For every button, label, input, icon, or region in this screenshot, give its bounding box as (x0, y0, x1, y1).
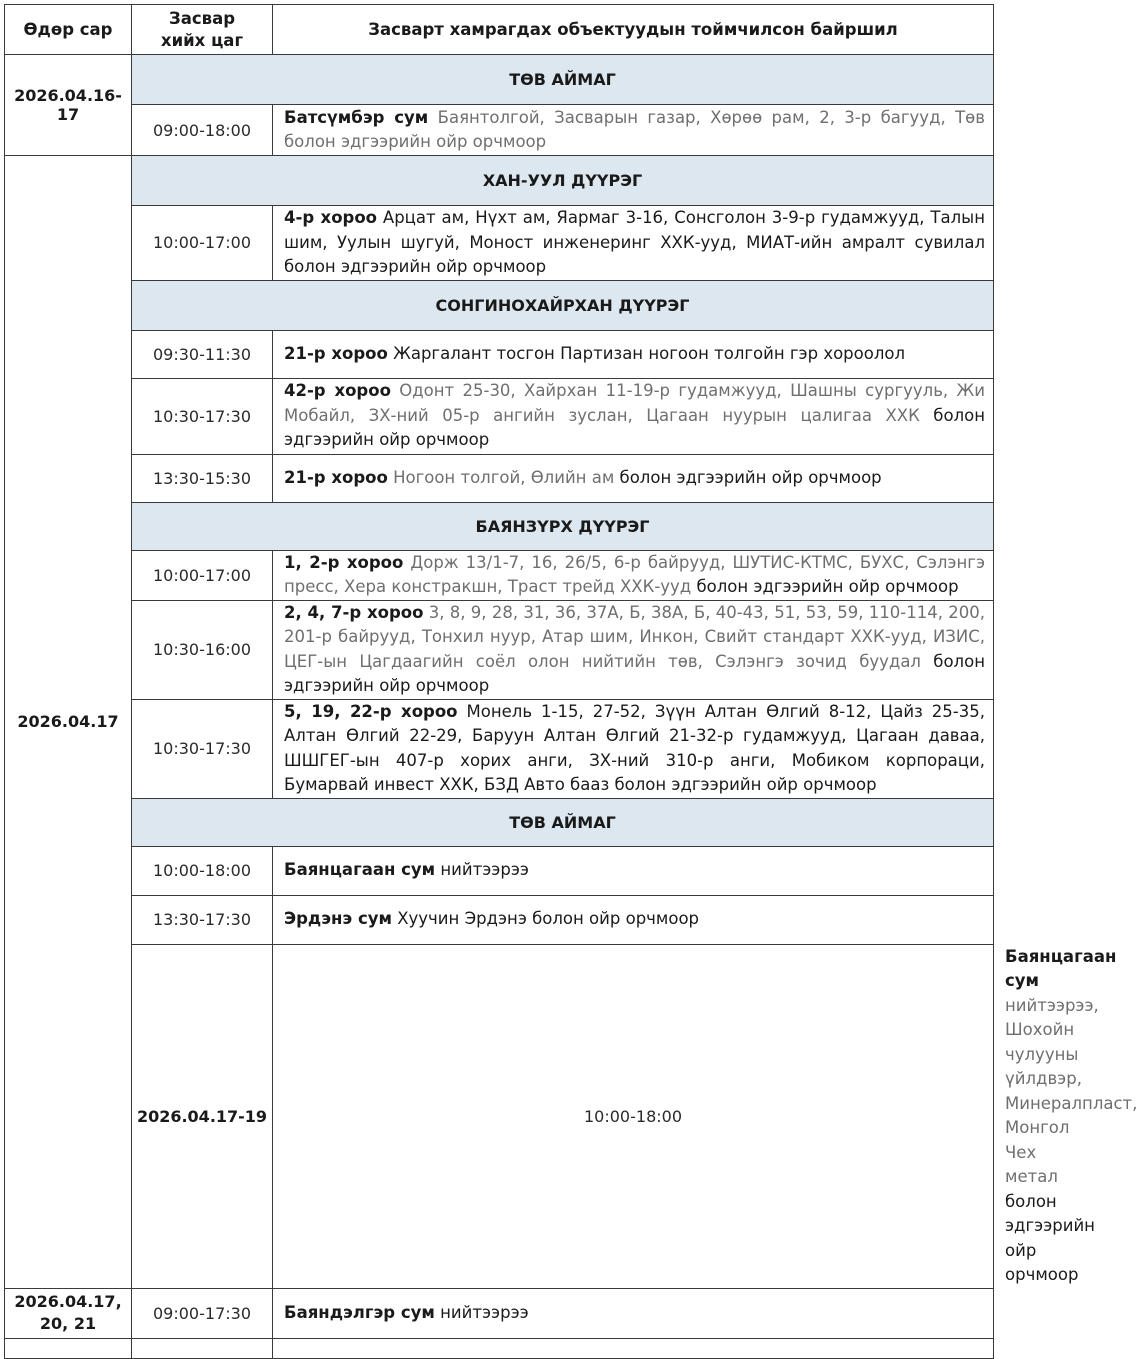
location-tail: болон эдгээрийн ойр орчмоор (1005, 1191, 1095, 1284)
table-row (5, 600, 994, 699)
location-tail: Хуучин Эрдэнэ болон ойр орчмоор (391, 909, 700, 929)
time-cell: 09:00-18:00 (132, 105, 273, 156)
location-tail: нийтээрээ (435, 860, 529, 880)
table-row (5, 1288, 994, 1338)
table-row (5, 330, 994, 378)
empty-cell (132, 1338, 273, 1358)
table-row (5, 105, 994, 156)
location-name: Баянцагаан сум (284, 860, 436, 880)
location-name: 21-р хороо (284, 343, 388, 363)
table-row (5, 699, 994, 798)
location-tail: Монель 1-15, 27-52, Зүүн Алтан Өлгий 8-12, Цайз 25-35, Алтан Өлгий 22-29, Баруун Алтан Өлгий 21-32-р гудамжууд, Цагаан даваа, ШШГЕГ-ын 407-р хорих анги, ЗХ-ний 310-р анги, Мобиком корпораци, Бумарвай инвест ХХК, БЗД Авто бааз болон эдгээрийн ойр орчмоор (284, 701, 985, 794)
location-detail: Ногоон толгой, Өлийн ам (387, 467, 615, 487)
region-heading: СОНГИНОХАЙРХАН ДҮҮРЭГ (132, 280, 994, 330)
location-cell (273, 699, 994, 798)
time-cell: 09:00-17:30 (132, 1288, 273, 1338)
location-tail: болон эдгээрийн ойр орчмоор (284, 651, 985, 695)
region-heading: ТӨВ АЙМАГ (132, 798, 994, 846)
header-location: Засварт хамрагдах объектуудын тоймчилсон байршил (273, 5, 994, 55)
empty-cell (5, 1338, 132, 1358)
region-row (5, 55, 994, 105)
region-row (5, 798, 994, 846)
location-name: 4-р хороо (284, 208, 378, 227)
time-cell: 10:00-17:00 (132, 550, 273, 600)
location-detail: Дорж 13/1-7, 16, 26/5, 6-р байрууд, ШУТИС-КТМС, БУХС, Сэлэнгэ пресс, Хера констракшн, Траст трейд ХХК-ууд (284, 552, 985, 596)
time-cell: 10:30-16:00 (132, 600, 273, 699)
header-date: Өдөр сар (5, 5, 132, 55)
table-row (5, 206, 994, 281)
location-cell (273, 1288, 994, 1338)
location-name: Баянцагаан сум (1005, 946, 1117, 990)
location-tail: Арцат ам, Нүхт ам, Яармаг 3-16, Сонсголон 3-9-р гудамжууд, Талын шим, Уулын шугуй, Моност инженеринг ХХК-ууд, МИАТ-ийн амралт сувилал болон эдгээрийн ойр орчмоор (284, 208, 985, 276)
region-row (5, 280, 994, 330)
region-row (5, 156, 994, 206)
table-row (5, 550, 994, 600)
region-row (5, 502, 994, 550)
date-cell: 2026.04.17 (5, 156, 132, 1289)
location-name: 2, 4, 7-р хороо (284, 602, 424, 622)
location-name: 21-р хороо (284, 467, 388, 487)
date-cell: 2026.04.16-17 (5, 55, 132, 156)
schedule-table (4, 4, 1137, 1359)
time-cell: 09:30-11:30 (132, 330, 273, 378)
location-tail: болон эдгээрийн ойр орчмоор (614, 467, 882, 487)
location-cell (273, 550, 994, 600)
time-cell: 10:00-18:00 (273, 944, 994, 1288)
region-heading: ХАН-УУЛ ДҮҮРЭГ (132, 156, 994, 206)
table-row (5, 1338, 994, 1358)
table-row (5, 944, 994, 1288)
location-name: Баяндэлгэр сум (284, 1302, 435, 1322)
location-cell (273, 105, 994, 156)
maintenance-schedule (4, 4, 1137, 1359)
header-row (5, 5, 994, 55)
location-name: Батсүмбэр сум (284, 107, 429, 127)
time-cell: 10:30-17:30 (132, 699, 273, 798)
region-heading: БАЯНЗҮРХ ДҮҮРЭГ (132, 502, 994, 550)
location-cell (273, 895, 994, 944)
location-cell (273, 378, 994, 454)
location-name: 5, 19, 22-р хороо (284, 701, 458, 721)
table-row (5, 895, 994, 944)
time-cell: 13:30-15:30 (132, 454, 273, 502)
location-detail: 3, 8, 9, 28, 31, 36, 37А, Б, 38А, Б, 40-43, 51, 53, 59, 110-114, 200, 201-р байрууд, Тонхил нуур, Атар шим, Инкон, Свийт стандарт ХХК-ууд, ИЗИС, ЦЕГ-ын Цагдаагийн соёл олон нийтийн төв, Сэлэнгэ зочид буудал (284, 602, 985, 671)
table-row (5, 846, 994, 895)
location-tail: нийтээрээ (434, 1302, 529, 1322)
time-cell: 13:30-17:30 (132, 895, 273, 944)
table-row (5, 378, 994, 454)
location-name: 1, 2-р хороо (284, 552, 404, 572)
location-detail: Баянтолгой, Засварын газар, Хөрөө рам, 2, 3-р багууд, Төв болон эдгээрийн ойр орчмоор (284, 107, 985, 151)
time-cell: 10:00-18:00 (132, 846, 273, 895)
location-cell (273, 846, 994, 895)
location-name: Эрдэнэ сум (284, 909, 392, 929)
location-tail: болон эдгээрийн ойр орчмоор (691, 577, 959, 596)
location-detail: Одонт 25-30, Хайрхан 11-19-р гудамжууд, Шашны сургууль, Жи Мобайл, ЗХ-ний 05-р ангийн зуслан, Цагаан нуурын цалигаа ХХК (284, 381, 985, 425)
location-cell (273, 206, 994, 281)
date-cell: 2026.04.17-19 (132, 944, 273, 1288)
date-text: 2026.04.17, 20, 21 (14, 1292, 122, 1333)
location-cell (273, 600, 994, 699)
location-tail: Жаргалант тосгон Партизан ногоон толгойн гэр хороолол (387, 343, 906, 363)
location-name: 42-р хороо (284, 381, 391, 401)
time-cell: 10:30-17:30 (132, 378, 273, 454)
date-cell (5, 1288, 132, 1338)
table-row (5, 454, 994, 502)
time-cell: 10:00-17:00 (132, 206, 273, 281)
location-cell (273, 330, 994, 378)
header-time: Засвар хийх цаг (132, 5, 273, 55)
empty-cell (273, 1338, 994, 1358)
location-cell (273, 454, 994, 502)
location-tail: болон эдгээрийн ойр орчмоор (284, 405, 985, 450)
region-heading: ТӨВ АЙМАГ (132, 55, 994, 105)
location-detail: нийтээрээ, Шохойн чулууны үйлдвэр, Минералпласт, Монгол Чех метал (1005, 995, 1137, 1186)
